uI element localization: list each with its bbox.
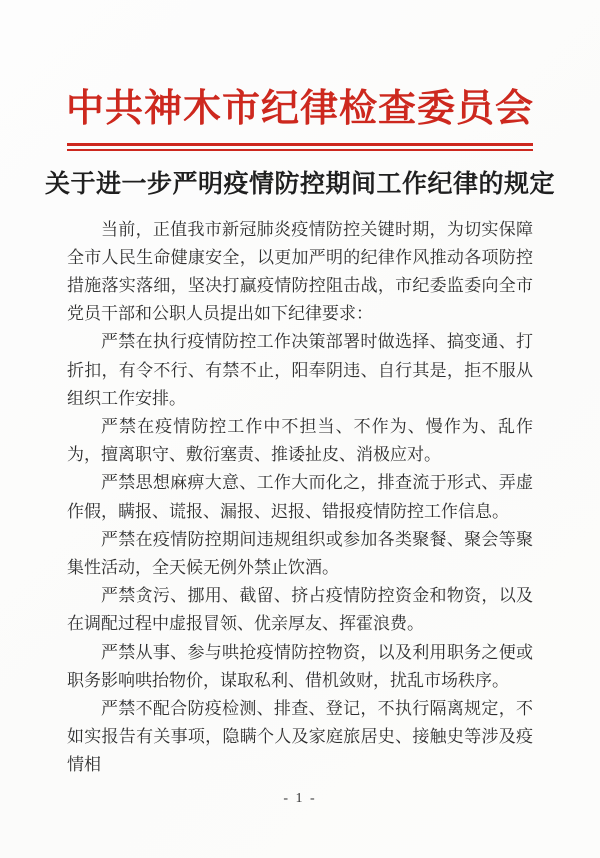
paragraph-rule-4: 严禁在疫情防控期间违规组织或参加各类聚餐、聚会等聚集性活动，全天候无例外禁止饮酒。 (67, 529, 533, 577)
paragraph-rule-3: 严禁思想麻痹大意、工作大而化之，排查流于形式、弄虚作假，瞒报、谎报、漏报、迟报、错报疫情防控工作信息。 (67, 473, 533, 521)
divider-line-top (67, 143, 533, 146)
document-title: 关于进一步严明疫情防控期间工作纪律的规定 (44, 170, 555, 198)
page-number: - 1 - (283, 791, 317, 806)
paragraph-rule-5: 严禁贪污、挪用、截留、挤占疫情防控资金和物资，以及在调配过程中虚报冒领、优亲厚友、挥霍浪费。 (67, 586, 533, 634)
paragraph-rule-1: 严禁在执行疫情防控工作决策部署时做选择、搞变通、打折扣，有令不行、有禁不止，阳奉阴违、自行其是，拒不服从组织工作安排。 (67, 332, 533, 408)
document-body (67, 216, 533, 780)
issuing-org-title: 中共神木市纪律检查委员会 (65, 88, 534, 130)
red-double-divider (67, 143, 533, 151)
paragraph-rule-6: 严禁从事、参与哄抢疫情防控物资，以及利用职务之便或职务影响哄抬物价，谋取私利、借机敛财，扰乱市场秩序。 (67, 642, 533, 690)
paragraph-rule-2: 严禁在疫情防控工作中不担当、不作为、慢作为、乱作为，擅离职守、敷衍塞责、推诿扯皮、消极应对。 (67, 416, 533, 465)
paragraph-rule-7: 严禁不配合防疫检测、排查、登记，不执行隔离规定，不如实报告有关事项，隐瞒个人及家庭旅居史、接触史等涉及疫情相 (67, 698, 533, 775)
paragraph-intro: 当前，正值我市新冠肺炎疫情防控关键时期，为切实保障全市人民生命健康安全，以更加严明的纪律作风推动各项防控措施落实落细，坚决打赢疫情防控阻击战，市纪委监委向全市党员干部和公职人员提出如下纪律要求： (67, 219, 533, 324)
divider-line-bottom (67, 149, 533, 151)
